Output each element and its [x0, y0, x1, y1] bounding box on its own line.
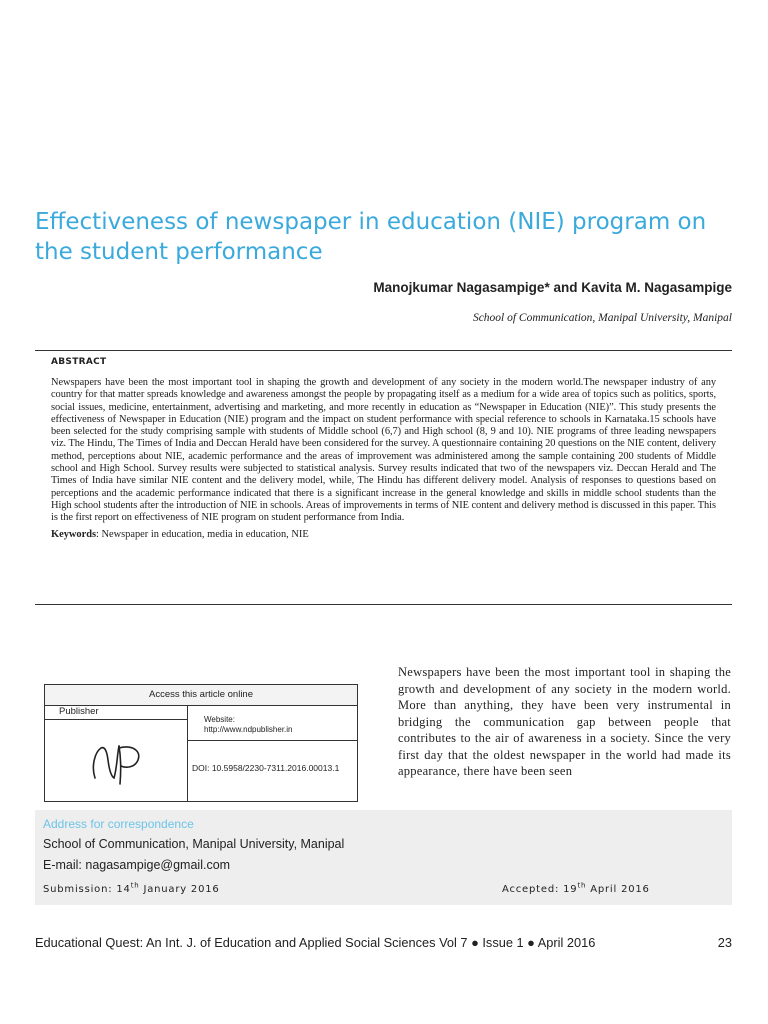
journal-footer: Educational Quest: An Int. J. of Education and Applied Social Sciences Vol 7 ● Issue 1 ● April 2016 [35, 935, 596, 950]
abstract-heading: ABSTRACT [51, 357, 107, 367]
accepted-suffix: April 2016 [586, 884, 650, 895]
publisher-logo-icon [81, 738, 151, 788]
access-article-box [44, 684, 358, 802]
introduction-text: Newspapers have been the most important tool in shaping the growth and development of any society in the modern world. More than anything, they have been very instrumental in bridging the communication gap between people that contributes to the air of awareness in a society. Since the very first day that the oldest newspaper in the world had made its appearance, there have been seen [398, 665, 731, 778]
accepted-date [502, 881, 650, 895]
author-affiliation: School of Communication, Manipal University, Manipal [472, 312, 732, 324]
publisher-cell [45, 705, 188, 801]
correspondence-box [35, 810, 732, 905]
submission-ordinal: th [130, 881, 140, 890]
website-cell [188, 705, 357, 741]
correspondence-heading: Address for correspondence [43, 817, 194, 831]
accepted-ordinal: th [577, 881, 587, 890]
article-title: Effectiveness of newspaper in education (NIE) program on the student performance [35, 209, 707, 265]
correspondence-address: School of Communication, Manipal University, Manipal [43, 837, 345, 851]
submission-date [43, 881, 220, 895]
access-heading: Access this article online [45, 685, 357, 706]
keywords-label: Keywords [51, 528, 97, 540]
accepted-prefix: Accepted: 19 [502, 884, 578, 895]
website-link[interactable]: http://www.ndpublisher.in [204, 725, 293, 734]
doi[interactable]: DOI: 10.5958/2230-7311.2016.00013.1 [192, 763, 340, 773]
keywords [51, 529, 716, 541]
submission-prefix: Submission: 14 [43, 884, 131, 895]
correspondence-email[interactable]: E-mail: nagasampige@gmail.com [43, 858, 231, 872]
article-authors: Manojkumar Nagasampige* and Kavita M. Nagasampige [373, 280, 732, 295]
publisher-label: Publisher [45, 705, 187, 720]
page-number: 23 [717, 935, 732, 950]
website-label: Website: [204, 715, 235, 724]
submission-suffix: January 2016 [139, 884, 220, 895]
abstract-section [35, 350, 732, 605]
abstract-text: Newspapers have been the most important tool in shaping the growth and development of any society in the modern world.The newspaper industry of any country for that matter spreads knowledge and awareness amongst the people by propagating itself as a medium for a wide area of topics such as politics, sports, social issues, medicine, entertainment, advertising and marketing, and more recently in education as “Newspaper in Education (NIE)”. This study presents the effectiveness of Newspaper in Education (NIE) program and the impact on student performance with special reference to schools in Karnataka.15 schools have been selected for the study comprising sample with students of Middle school (6,7) and High school (8, 9 and 10). NIE programs of three leading newspapers viz. The Hindu, The Times of India and Deccan Herald have been considered for the survey. A questionnaire containing 20 questions on the NIE content, delivery method, perceptions about NIE, academic performance and the areas of improvement was administered among the sample containing 200 students of Middle school and High School. Survey results were subjected to statistical analysis. Survey results indicated that two of the newspapers viz. Deccan Herald and The Times of India have similar NIE content and the delivery model, while, The Hindu has different delivery model. Analysis of responses to questions based on perceptions and the academic performance indicated that there is a significant increase in the general knowledge and skills in middle school students than the High school students after the introduction of NIE in schools. Areas of improvements in terms of NIE content and delivery method is discussed in this paper. This is the first report on effectiveness of NIE program on student performance from India. [51, 377, 716, 524]
keywords-list: : Newspaper in education, media in education, NIE [96, 528, 309, 540]
